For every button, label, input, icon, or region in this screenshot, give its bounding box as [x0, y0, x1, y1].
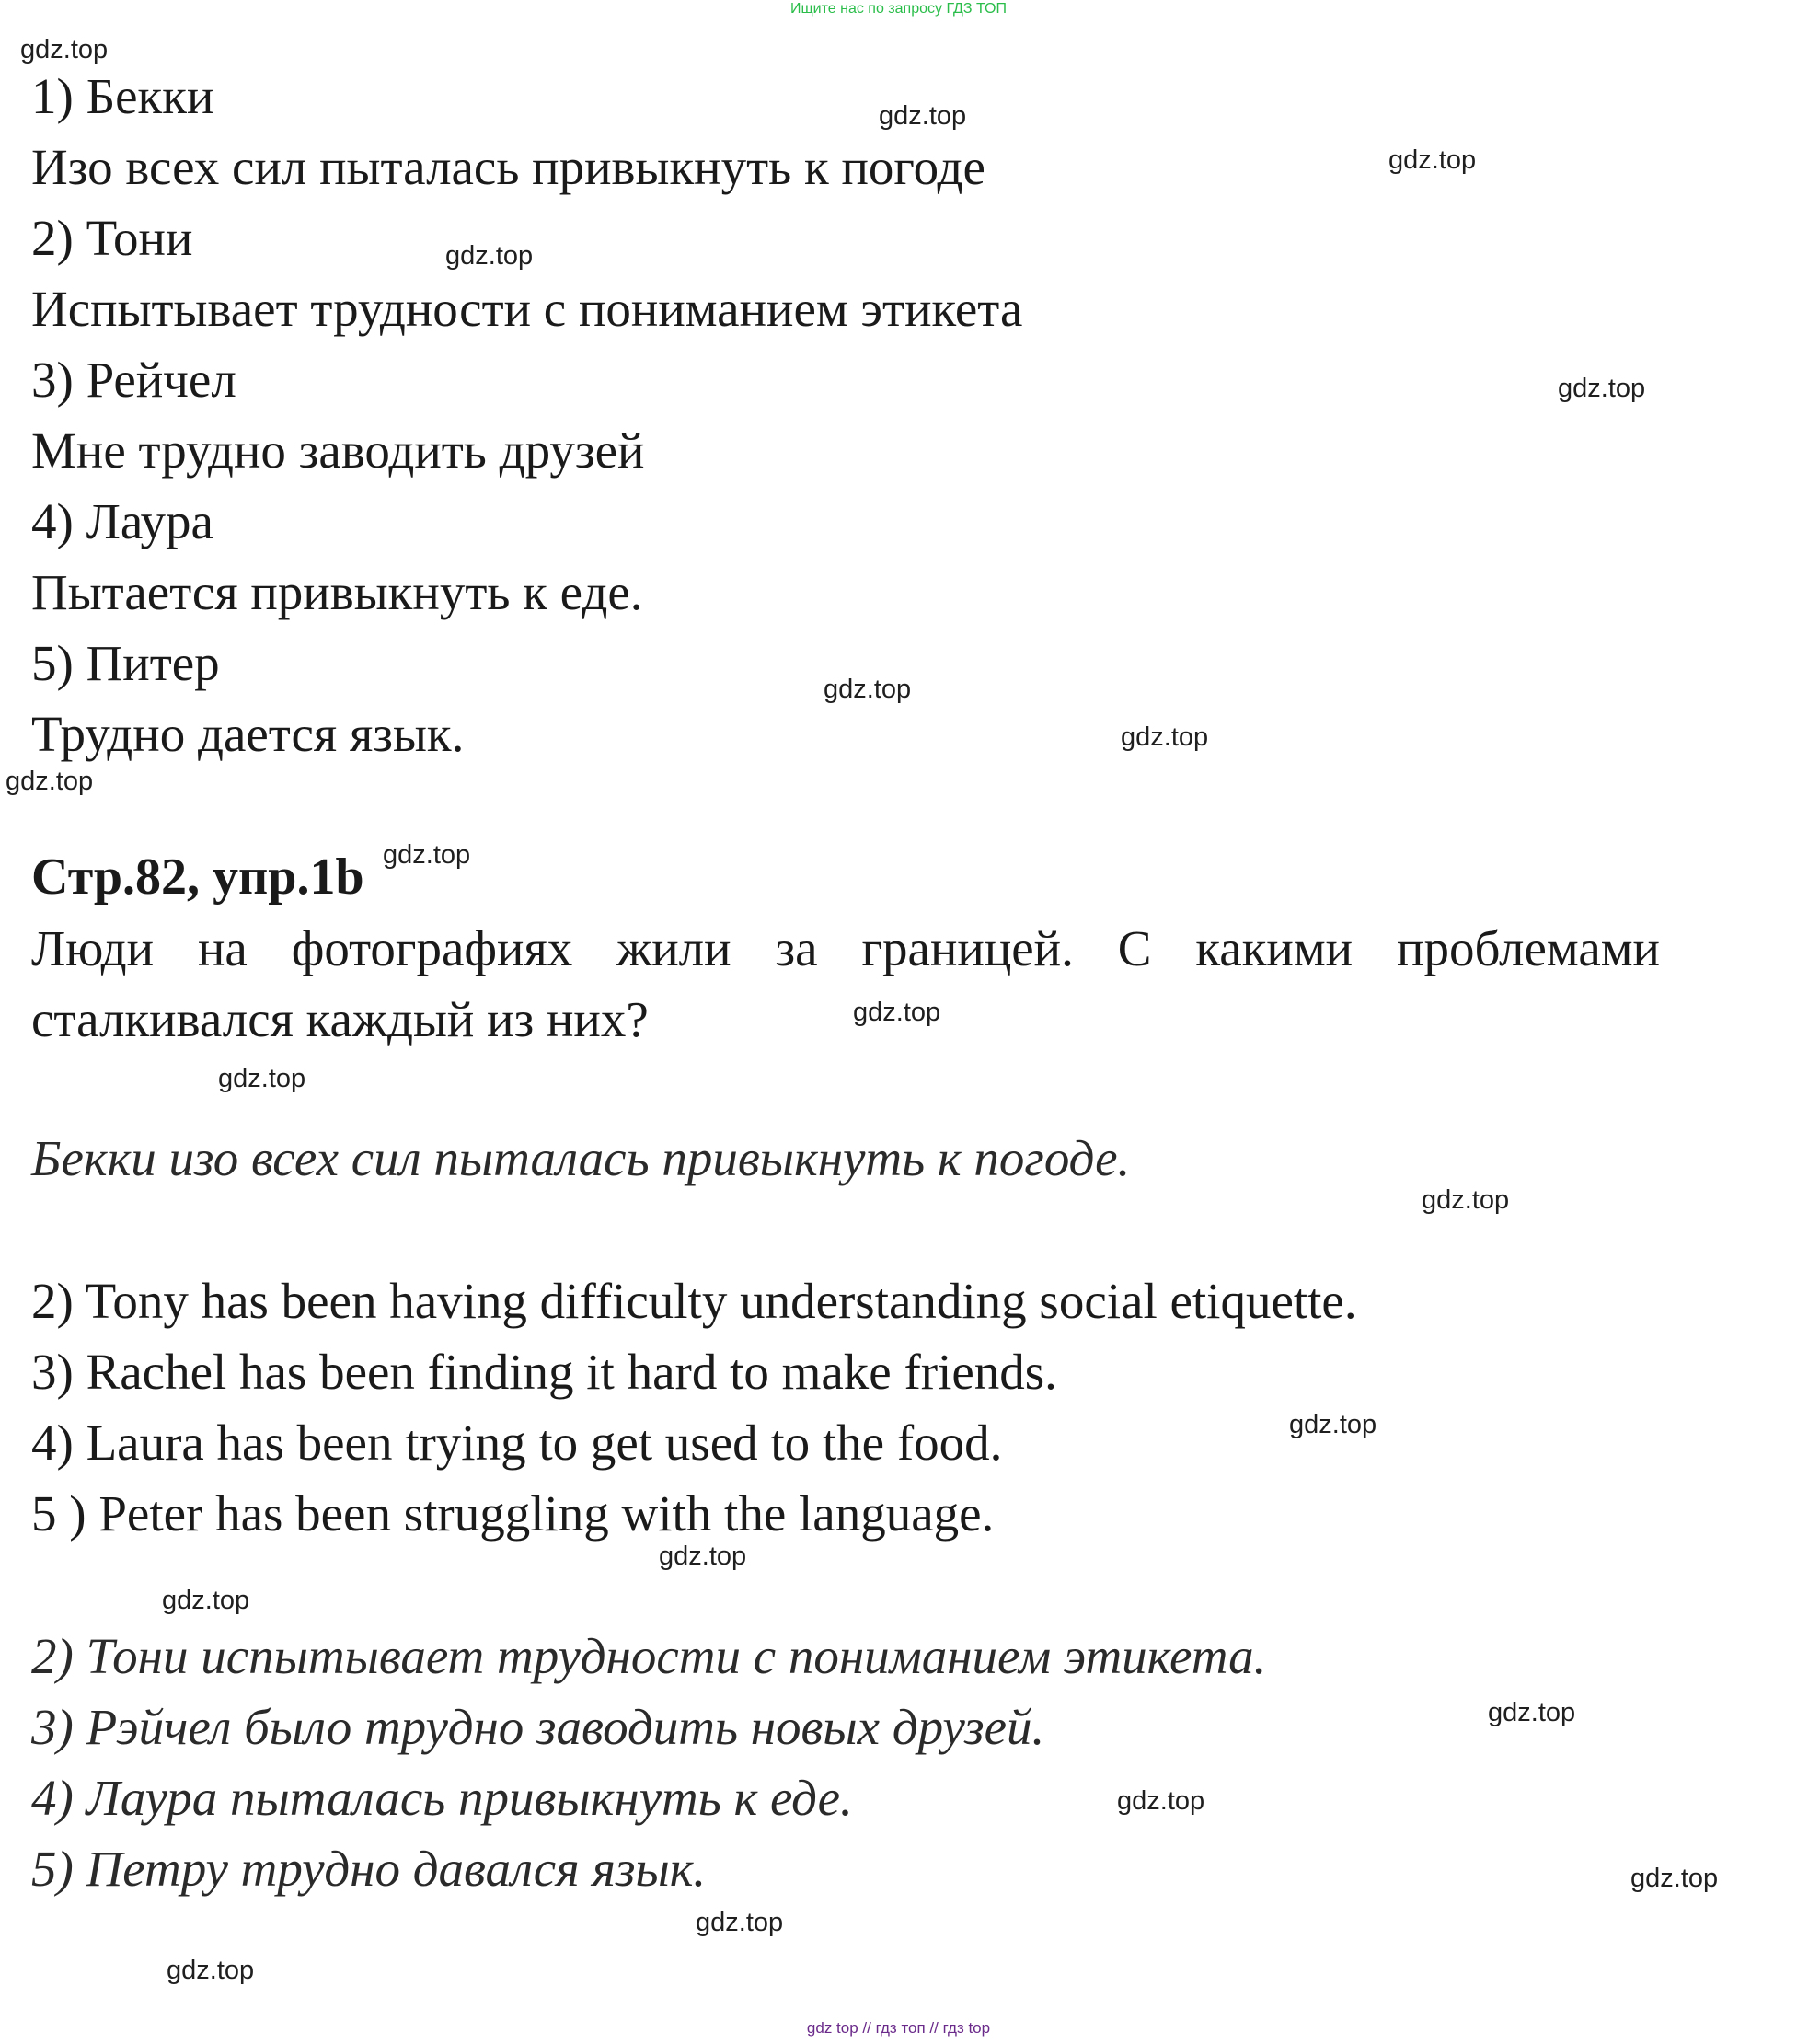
watermark: gdz.top: [383, 840, 471, 870]
watermark: gdz.top: [6, 767, 94, 796]
bottom-banner[interactable]: gdz top // гдз топ // гдз top: [806, 2019, 991, 2037]
item-4-name: 4) Лаура: [31, 493, 213, 549]
watermark: gdz.top: [1289, 1410, 1377, 1439]
watermark: gdz.top: [218, 1064, 306, 1093]
exercise-heading: Стр.82, упр.1b: [31, 849, 364, 906]
answer-ru-3: 3) Рэйчел было трудно заводить новых друзей.: [31, 1699, 1045, 1755]
watermark: gdz.top: [162, 1586, 250, 1615]
top-banner[interactable]: Ищите нас по запросу ГДЗ ТОП: [790, 1, 1007, 17]
answer-en-2: 2) Tony has been having difficulty understanding social etiquette.: [31, 1273, 1357, 1329]
answer-ru-1: Бекки изо всех сил пыталась привыкнуть к погоде.: [31, 1130, 1131, 1186]
watermark: gdz.top: [659, 1542, 747, 1571]
watermark: gdz.top: [1117, 1786, 1205, 1816]
watermark: gdz.top: [167, 1956, 255, 1985]
item-2-name: 2) Тони: [31, 210, 193, 266]
watermark: gdz.top: [1630, 1864, 1719, 1893]
watermark: gdz.top: [20, 35, 109, 64]
answer-ru-5: 5) Петру трудно давался язык.: [31, 1841, 707, 1897]
item-1-desc: Изо всех сил пыталась привыкнуть к погоде: [31, 139, 985, 195]
item-3-name: 3) Рейчел: [31, 352, 236, 408]
watermark: gdz.top: [1422, 1185, 1510, 1215]
watermark: gdz.top: [445, 241, 534, 271]
watermark: gdz.top: [1488, 1698, 1576, 1727]
watermark: gdz.top: [879, 101, 967, 131]
item-4-desc: Пытается привыкнуть к еде.: [31, 564, 643, 620]
answer-en-3: 3) Rachel has been finding it hard to make friends.: [31, 1344, 1057, 1400]
watermark: gdz.top: [1388, 145, 1477, 175]
watermark: gdz.top: [853, 998, 941, 1027]
watermark: gdz.top: [696, 1908, 784, 1937]
item-3-desc: Мне трудно заводить друзей: [31, 422, 645, 479]
item-5-name: 5) Питер: [31, 635, 220, 691]
answer-ru-4: 4) Лаура пыталась привыкнуть к еде.: [31, 1770, 853, 1826]
watermark: gdz.top: [1121, 722, 1209, 752]
item-5-desc: Трудно дается язык.: [31, 706, 465, 762]
task-text: Люди на фотографиях жили за границей. С какими проблемами сталкивался каждый из них?: [31, 920, 1660, 1047]
item-1-name: 1) Бекки: [31, 68, 214, 124]
item-2-desc: Испытывает трудности с пониманием этикета: [31, 281, 1023, 337]
answer-ru-2: 2) Тони испытывает трудности с пониманием этикета.: [31, 1628, 1267, 1684]
watermark: gdz.top: [824, 675, 912, 704]
answer-en-5: 5 ) Peter has been struggling with the language.: [31, 1485, 995, 1542]
watermark: gdz.top: [1558, 374, 1646, 403]
answer-en-4: 4) Laura has been trying to get used to the food.: [31, 1415, 1003, 1471]
